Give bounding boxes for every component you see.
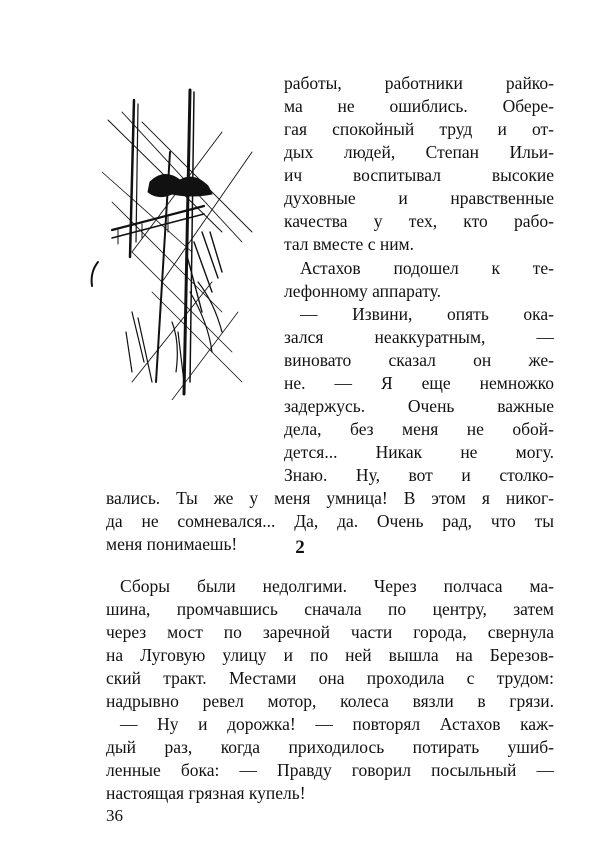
text-line: ич воспитывал высокие — [284, 165, 554, 185]
text-line: дела, без меня не обой- — [284, 419, 554, 439]
chapter-number: 2 — [295, 537, 305, 558]
text-line: ма не ошиблись. Обере- — [284, 96, 554, 116]
text-line: тал вместе с ним. — [284, 234, 415, 254]
ink-sketch-illustration — [72, 82, 278, 400]
text-line: вались. Ты же у меня умница! В этом я никог- — [106, 488, 554, 508]
text-line: да не сомневался... Да, да. Очень рад, что ты — [106, 511, 554, 531]
text-line: — Извини, опять ока- — [300, 304, 554, 324]
text-line: меня понимаешь! — [106, 534, 238, 554]
text-line: зался неаккуратным, — — [284, 327, 554, 347]
text-line: настоящая грязная купель! — [106, 783, 306, 803]
text-line: качества у тех, кто рабо- — [284, 211, 554, 231]
text-line: ленные бока: — Правду говорил посыльный — — [106, 760, 554, 780]
text-line: Сборы были недолгими. Через полчаса ма- — [120, 576, 554, 596]
text-line: дется... Никак не могу. — [284, 442, 554, 462]
text-line: лефонному аппарату. — [284, 281, 442, 301]
text-line: духовные и нравственные — [284, 188, 554, 208]
text-line: дый раз, когда приходилось потирать ушиб- — [106, 737, 554, 757]
text-line: шина, промчавшись сначала по центру, затем — [106, 599, 554, 619]
text-line: работы, работники райко- — [284, 73, 554, 93]
text-line: — Ну и дорожка! — повторял Астахов каж- — [120, 714, 554, 734]
text-line: гая спокойный труд и от- — [284, 119, 554, 139]
text-line: не. — Я еще немножко — [284, 373, 554, 393]
text-line: Знаю. Ну, вот и столко- — [284, 465, 554, 485]
text-line: на Луговую улицу и по ней вышла на Березов- — [106, 645, 554, 665]
text-line: Астахов подошел к те- — [300, 258, 554, 278]
page-number: 36 — [106, 806, 123, 825]
text-line: виновато сказал он же- — [284, 350, 554, 370]
text-line: ский тракт. Местами она проходила с трудом: — [106, 668, 554, 688]
text-line: дых людей, Степан Ильи- — [284, 142, 554, 162]
text-line: задержусь. Очень важные — [284, 396, 554, 416]
text-line: надрывно ревел мотор, колеса вязли в грязи. — [106, 691, 554, 711]
text-line: через мост по заречной части города, свернула — [106, 622, 554, 642]
